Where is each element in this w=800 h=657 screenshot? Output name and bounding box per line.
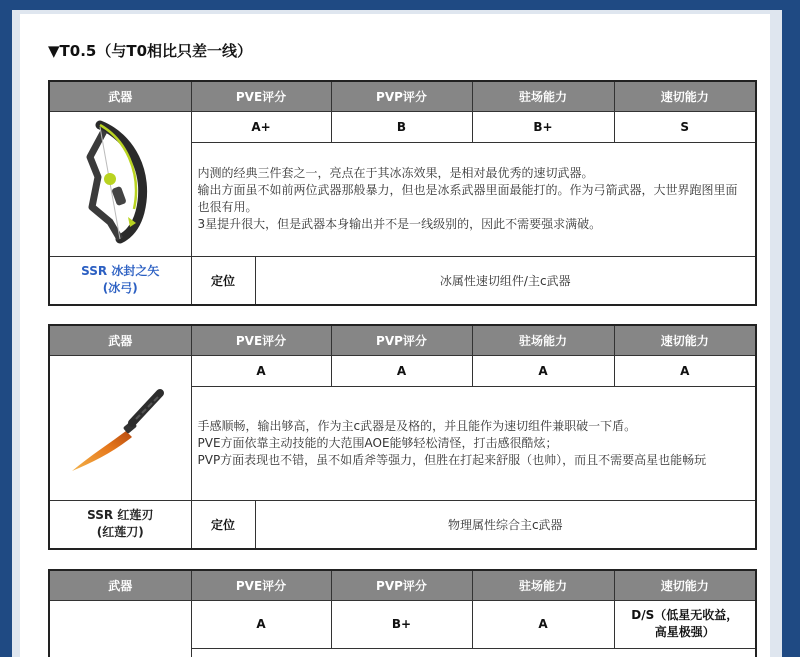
switch-rating [614,600,756,648]
field-rating: A [472,355,614,386]
weapon-table-1 [48,80,757,306]
header-field: 驻场能力 [472,325,614,355]
weapon-table-2 [48,324,757,550]
header-weapon: 武器 [49,570,191,600]
switch-rating-line: 高星极强） [654,625,715,639]
position-label: 定位 [191,500,255,549]
pve-rating: A [191,355,331,386]
weapon-image-cell [49,111,191,256]
desc-line: 内测的经典三件套之一，亮点在于其冰冻效果，是相对最优秀的速切武器。 [197,166,594,180]
header-pve: PVE评分 [191,81,331,111]
position-value: 物理属性综合主c武器 [255,500,756,549]
header-pve: PVE评分 [191,325,331,355]
header-field: 驻场能力 [472,81,614,111]
pvp-rating: B+ [331,600,472,648]
weapon-alias: (冰弓) [102,281,138,296]
header-field: 驻场能力 [472,570,614,600]
field-rating: B+ [472,111,614,142]
header-pvp: PVP评分 [331,325,472,355]
switch-rating: S [614,111,756,142]
weapon-description [191,386,756,500]
pvp-rating: A [331,355,472,386]
weapon-name [49,500,191,549]
position-label: 定位 [191,256,255,305]
desc-line: 3星提升很大，但是武器本身输出并不是一线级别的，因此不需要强求满破。 [197,217,602,231]
header-switch: 速切能力 [614,325,756,355]
ice-bow-icon [70,117,170,247]
desc-line: 输出方面虽不如前两位武器那般暴力，但也是冰系武器里面最能打的。作为弓箭武器，大世界跑图里面也很有用。 [197,183,738,214]
header-pvp: PVP评分 [331,570,472,600]
header-pvp: PVP评分 [331,81,472,111]
weapon-name-line: SSR 红莲刃 [87,508,154,523]
weapon-image-cell [49,355,191,500]
weapon-description [191,142,756,256]
header-weapon: 武器 [49,325,191,355]
field-rating: A [472,600,614,648]
desc-line: PVE方面依靠主动技能的大范围AOE能够轻松清怪，打击感很酷炫； [197,435,558,450]
desc-line: PVP方面表现也不错，虽不如盾斧等强力，但胜在打起来舒服（也帅），而且不需要高星也能畅玩 [197,452,707,467]
header-pve: PVE评分 [191,570,331,600]
pve-rating: A [191,600,331,648]
desc-line: 手感顺畅，输出够高，作为主c武器是及格的，并且能作为速切组件兼职破一下盾。 [197,418,637,433]
section-title: ▼T0.5（与T0相比只差一线） [48,42,253,60]
header-weapon: 武器 [49,81,191,111]
header-switch: 速切能力 [614,570,756,600]
weapon-image-cell [49,600,191,657]
pvp-rating: B [331,111,472,142]
article-page [20,14,770,657]
header-switch: 速切能力 [614,81,756,111]
weapon-table-3 [48,569,757,657]
pve-rating: A+ [191,111,331,142]
weapon-description [191,648,756,657]
switch-rating-line: D/S（低星无收益， [631,608,739,622]
switch-rating: A [614,355,756,386]
weapon-name-line: SSR 冰封之矢 [81,264,160,279]
weapon-alias: (红莲刀) [96,525,144,540]
weapon-name [49,256,191,305]
position-value: 冰属性速切组件/主c武器 [255,256,756,305]
red-lotus-blade-icon [60,371,180,481]
